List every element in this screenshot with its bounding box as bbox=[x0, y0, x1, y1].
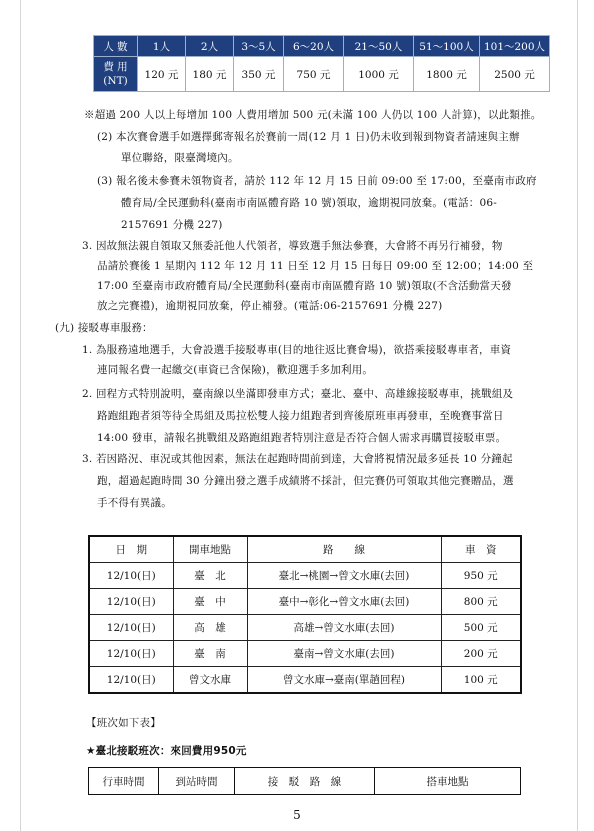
bus-route-cell: 臺北→桃園→曾文水庫(去回) bbox=[247, 563, 441, 589]
fee-label-line1: 費 用 bbox=[103, 61, 128, 73]
page-number: 5 bbox=[293, 808, 301, 822]
taipei-header-cell: 到站時間 bbox=[159, 768, 235, 795]
fee-value-cell: 120 元 bbox=[138, 57, 186, 92]
bus-fare-cell: 500 元 bbox=[441, 615, 521, 641]
shuttle-2-line-2: 路跑組跑者須等待全馬組及馬拉松雙人接力組跑者到齊後原班車再發車，至晚賽事當日 bbox=[97, 410, 504, 422]
bus-origin-cell: 高 雄 bbox=[173, 615, 247, 641]
taipei-shuttle-title: ★臺北接駁班次：來回費用950元 bbox=[86, 745, 247, 757]
table-row bbox=[89, 641, 521, 667]
bus-header-cell: 路 線 bbox=[247, 536, 441, 563]
para-3-line-2: 品請於賽後 1 星期內 112 年 12 月 11 日至 12 月 15 日每日 09:00 至 12:00；14:00 至 bbox=[97, 260, 534, 272]
bus-date-cell: 12/10(日) bbox=[89, 667, 173, 694]
bus-date-cell: 12/10(日) bbox=[89, 563, 173, 589]
item-2-line-1: (2) 本次賽會選手如選擇郵寄報名於賽前一周(12 月 1 日)仍未收到報到物資者請速與主辦 bbox=[97, 131, 520, 143]
shuttle-2-line-3: 14:00 發車，請報名挑戰組及路跑組跑者特別注意是否符合個人需求再購買接駁車票。 bbox=[97, 432, 507, 444]
fee-value-cell: 2500 元 bbox=[480, 57, 550, 92]
item-3-line-3: 2157691 分機 227) bbox=[121, 219, 223, 231]
item-3-line-2: 體育局/全民運動科(臺南市南區體育路 10 號)領取，逾期視同放棄。(電話：06- bbox=[121, 197, 497, 209]
bus-date-cell: 12/10(日) bbox=[89, 641, 173, 667]
taipei-header-cell: 接 駁 路 線 bbox=[235, 768, 375, 795]
page-border-right bbox=[577, 0, 578, 831]
bus-route-cell: 高雄→曾文水庫(去回) bbox=[247, 615, 441, 641]
table-row bbox=[89, 615, 521, 641]
shuttle-2-line-1: 2. 回程方式特別說明，臺南線以坐滿即發車方式；臺北、臺中、高雄線接駁專車，挑戰組及 bbox=[82, 388, 514, 400]
fee-value-cell: 350 元 bbox=[234, 57, 284, 92]
fee-value-cell: 180 元 bbox=[186, 57, 234, 92]
bus-header-cell: 車 資 bbox=[441, 536, 521, 563]
bus-origin-cell: 臺 中 bbox=[173, 589, 247, 615]
shuttle-3-line-1: 3. 若因路況、車況或其他因素，無法在起跑時間前到達，大會將視情況最多延長 10 分鐘起 bbox=[82, 453, 513, 465]
item-3-line-1: (3) 報名後未參賽未領物資者，請於 112 年 12 月 15 日前 09:00 至 17:00，至臺南市政府 bbox=[97, 175, 537, 187]
fee-note: ※超過 200 人以上每增加 100 人費用增加 500 元(未滿 100 人仍以 100 人計算)，以此類推。 bbox=[84, 109, 542, 121]
taipei-shuttle-table bbox=[88, 767, 521, 795]
bus-route-cell: 臺中→彰化→曾文水庫(去回) bbox=[247, 589, 441, 615]
bus-fare-cell: 800 元 bbox=[441, 589, 521, 615]
bus-header-cell: 日 期 bbox=[89, 536, 173, 563]
bus-table-header-row bbox=[89, 536, 521, 563]
taipei-header-cell: 搭車地點 bbox=[375, 768, 521, 795]
fee-header-cell: 21～50人 bbox=[344, 36, 414, 57]
fee-value-cell: 1800 元 bbox=[414, 57, 480, 92]
bus-origin-cell: 曾文水庫 bbox=[173, 667, 247, 694]
fee-header-cell: 3～5人 bbox=[234, 36, 284, 57]
bus-origin-cell: 臺 南 bbox=[173, 641, 247, 667]
fee-table-value-row bbox=[94, 57, 550, 92]
bus-origin-cell: 臺 北 bbox=[173, 563, 247, 589]
fee-label bbox=[94, 57, 138, 92]
taipei-header-cell: 行車時間 bbox=[89, 768, 159, 795]
taipei-table-header-row bbox=[89, 768, 521, 795]
fee-header-cell: 101～200人 bbox=[480, 36, 550, 57]
para-3-line-3: 17:00 至臺南市政府體育局/全民運動科(臺南市南區體育路 10 號)領取(不含活動當天發 bbox=[97, 280, 512, 292]
table-row bbox=[89, 667, 521, 694]
bus-date-cell: 12/10(日) bbox=[89, 615, 173, 641]
shuttle-bus-table bbox=[88, 535, 522, 694]
fee-header-cell: 51～100人 bbox=[414, 36, 480, 57]
fee-label-line2: (NT) bbox=[103, 75, 128, 87]
fee-value-cell: 750 元 bbox=[284, 57, 344, 92]
fee-header-cell: 2人 bbox=[186, 36, 234, 57]
shuttle-1-line-1: 1. 為服務遠地選手，大會設選手接駁專車(目的地往返比賽會場)，欲搭乘接駁專車者，車資 bbox=[82, 344, 512, 356]
shuttle-3-line-2: 跑，超過起跑時間 30 分鐘出發之選手成績將不採計，但完賽仍可領取其他完賽贈品，選 bbox=[97, 475, 514, 487]
schedule-note: 【班次如下表】 bbox=[86, 717, 161, 729]
bus-fare-cell: 200 元 bbox=[441, 641, 521, 667]
bus-fare-cell: 100 元 bbox=[441, 667, 521, 694]
fee-table bbox=[93, 35, 550, 92]
table-row bbox=[89, 563, 521, 589]
shuttle-3-line-3: 手不得有異議。 bbox=[97, 497, 172, 509]
table-row bbox=[89, 589, 521, 615]
section-9-heading: (九) 接駁專車服務： bbox=[55, 322, 153, 334]
bus-date-cell: 12/10(日) bbox=[89, 589, 173, 615]
para-3-line-4: 放之完賽禮)，逾期視同放棄，停止補發。(電話:06-2157691 分機 227) bbox=[97, 300, 443, 312]
fee-header-cell: 1人 bbox=[138, 36, 186, 57]
bus-fare-cell: 950 元 bbox=[441, 563, 521, 589]
page-border-left bbox=[20, 0, 21, 831]
item-2-line-2: 單位聯絡，限臺灣境內。 bbox=[121, 152, 239, 164]
fee-table-header-row bbox=[94, 36, 550, 57]
bus-header-cell: 開車地點 bbox=[173, 536, 247, 563]
fee-header-cell: 6～20人 bbox=[284, 36, 344, 57]
fee-header-label: 人 數 bbox=[94, 36, 138, 57]
bus-route-cell: 曾文水庫→臺南(單趟回程) bbox=[247, 667, 441, 694]
para-3-line-1: 3. 因故無法親自領取又無委託他人代領者，導致選手無法參賽，大會將不再另行補發，物 bbox=[82, 240, 503, 252]
fee-value-cell: 1000 元 bbox=[344, 57, 414, 92]
bus-route-cell: 臺南→曾文水庫(去回) bbox=[247, 641, 441, 667]
shuttle-1-line-2: 連同報名費一起繳交(車資已含保險)，歡迎選手多加利用。 bbox=[97, 364, 374, 376]
